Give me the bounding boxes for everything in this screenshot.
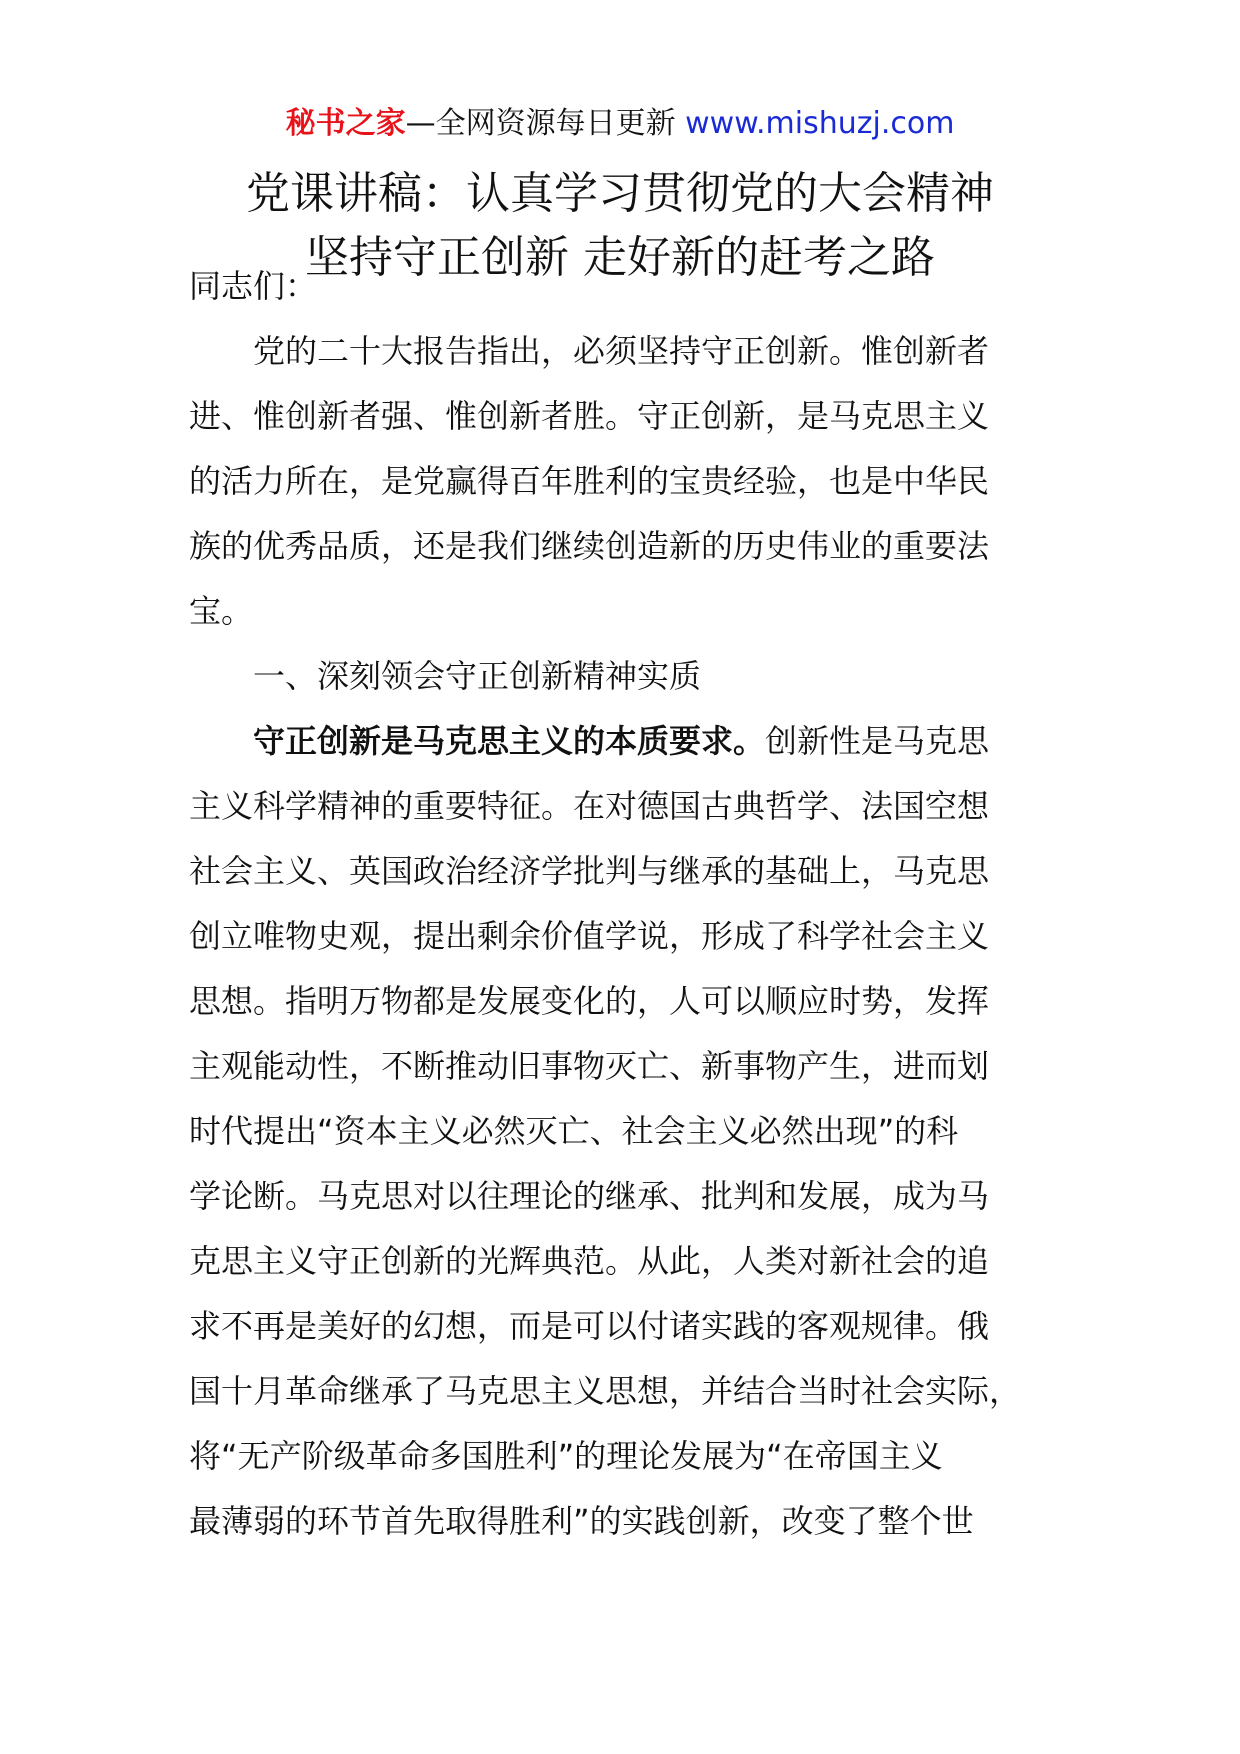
paragraph-2-line: 国十月革命继承了马克思主义思想，并结合当时社会实际，	[189, 1372, 1022, 1410]
paragraph-2-line: 求不再是美好的幻想，而是可以付诸实践的客观规律。俄	[189, 1307, 990, 1345]
paragraph-2-line: 创立唯物史观，提出剩余价值学说，形成了科学社会主义	[189, 917, 990, 955]
paragraph-2-line: 主义科学精神的重要特征。在对德国古典哲学、法国空想	[189, 787, 990, 825]
paragraph-2-line: 思想。指明万物都是发展变化的，人可以顺应时势，发挥	[189, 982, 990, 1020]
paragraph-1-line: 党的二十大报告指出，必须坚持守正创新。惟创新者	[253, 332, 990, 370]
paragraph-2-first-rest: 创新性是马克思	[765, 722, 990, 760]
site-url[interactable]: www.mishuzj.com	[685, 106, 955, 141]
document-body	[189, 254, 1069, 1554]
document-title-line-2: 坚持守正创新 走好新的赶考之路	[305, 232, 935, 283]
paragraph-1-line: 的活力所在，是党赢得百年胜利的宝贵经验，也是中华民	[189, 462, 990, 500]
paragraph-2-line: 学论断。马克思对以往理论的继承、批判和发展，成为马	[189, 1177, 990, 1215]
site-brand: 秘书之家	[285, 106, 406, 141]
paragraph-2-line: 将“无产阶级革命多国胜利”的理论发展为“在帝国主义	[189, 1437, 943, 1475]
paragraph-2-bold-lead: 守正创新是马克思主义的本质要求。	[253, 722, 766, 760]
paragraph-2-line: 社会主义、英国政治经济学批判与继承的基础上，马克思	[189, 852, 990, 890]
salutation: 同志们：	[189, 267, 318, 305]
paragraph-1-line: 族的优秀品质，还是我们继续创造新的历史伟业的重要法	[189, 527, 990, 565]
paragraph-1-line: 进、惟创新者强、惟创新者胜。守正创新，是马克思主义	[189, 397, 990, 435]
site-tagline: —全网资源每日更新	[405, 106, 686, 141]
section-heading-1: 一、深刻领会守正创新精神实质	[253, 657, 702, 695]
site-header	[0, 104, 1240, 144]
paragraph-2-line: 时代提出“资本主义必然灭亡、社会主义必然出现”的科	[189, 1112, 959, 1150]
paragraph-2-line: 最薄弱的环节首先取得胜利”的实践创新，改变了整个世	[189, 1502, 974, 1540]
paragraph-1-line: 宝。	[189, 592, 254, 630]
paragraph-2-first-line	[189, 709, 1069, 774]
paragraph-2-line: 克思主义守正创新的光辉典范。从此，人类对新社会的追	[189, 1242, 990, 1280]
document-title-line-1: 党课讲稿：认真学习贯彻党的大会精神	[246, 168, 994, 219]
paragraph-2-line: 主观能动性，不断推动旧事物灭亡、新事物产生，进而划	[189, 1047, 990, 1085]
